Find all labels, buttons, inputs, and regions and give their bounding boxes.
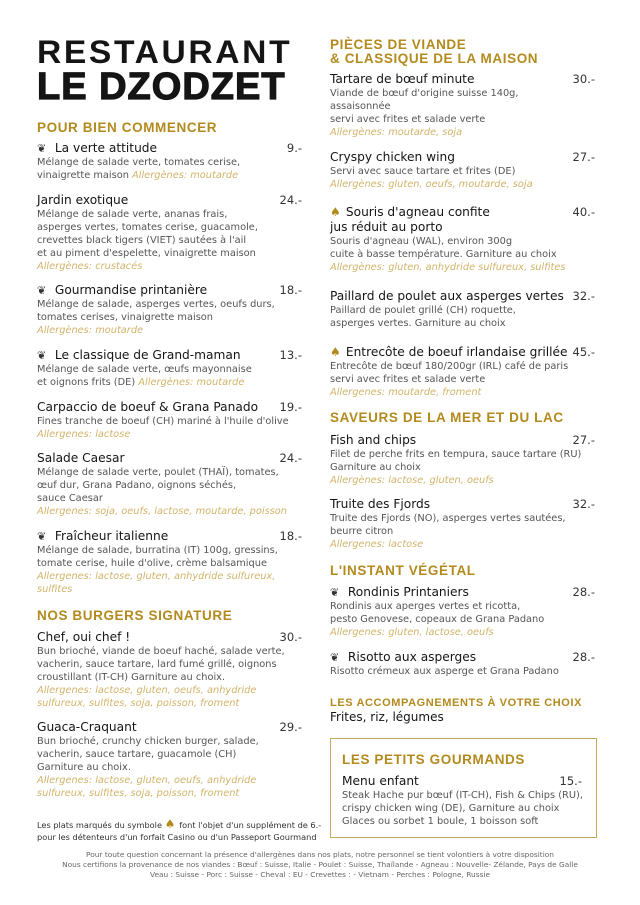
vegetarian-leaf-icon: ❦ <box>37 530 47 543</box>
item-description: Souris d'agneau (WAL), environ 300g <box>330 236 513 247</box>
item-title-row <box>330 585 595 600</box>
item-description: servi avec frites et salade verte <box>330 374 486 385</box>
item-allergens: Allergenes: gluten, lactose, oeufs <box>330 627 494 638</box>
footer-line: Veau : Suisse - Porc : Suisse - Cheval : EU - Crevettes : - Vietnam - Perches : Pologne, Russie <box>149 870 491 879</box>
vegetarian-leaf-icon: ❦ <box>37 142 47 155</box>
item-description: pesto Genovese, copeaux de Grana Padano <box>330 614 545 625</box>
item-price: 45.- <box>572 345 595 359</box>
item-name-text: Fish and chips <box>330 433 417 447</box>
menu-item <box>37 141 302 182</box>
item-description: Garniture au choix. <box>37 762 131 773</box>
restaurant-name: LE DZODZET <box>37 66 286 108</box>
section-meat-line1: PIÈCES DE VIANDE <box>330 37 467 52</box>
item-name <box>37 451 124 466</box>
item-description: asperges vertes. Garniture au choix <box>330 318 506 329</box>
item-title-row <box>37 720 302 735</box>
item-description: Glaces ou sorbet 1 boule, 1 boisson soft <box>342 816 539 827</box>
item-description: et oignons frits (DE) Allergènes: moutarde <box>37 377 245 388</box>
item-description: tomates cerises, vinaigrette maison <box>37 312 214 323</box>
note-text-before: Les plats marqués du symbole <box>37 820 162 830</box>
item-price: 32.- <box>572 289 595 303</box>
item-title-row <box>330 205 595 220</box>
item-description: Bun brioché, crunchy chicken burger, salade, <box>37 736 259 747</box>
item-description: Mélange de salade verte, poulet (THAÏ), tomates, <box>37 467 279 478</box>
item-title-row <box>37 630 302 645</box>
item-name-text: Rondinis Printaniers <box>344 585 469 599</box>
item-name <box>330 289 564 304</box>
item-name-text: Le classique de Grand-maman <box>51 348 241 362</box>
item-allergens: Allergènes: moutarde <box>128 170 239 181</box>
item-name-text: Guaca-Craquant <box>37 720 137 734</box>
item-name-text: Risotto aux asperges <box>344 650 477 664</box>
item-allergens: Allergenes: lactose <box>37 429 131 440</box>
item-allergens: Allergènes: crustacés <box>37 261 143 272</box>
item-description: Steak Hache pur bœuf (IT-CH), Fish & Chips (RU), <box>342 790 583 801</box>
section-kids: LES PETITS GOURMANDS <box>342 752 526 767</box>
section-meat-line2: & CLASSIQUE DE LA MAISON <box>330 51 539 66</box>
menu-item <box>37 720 302 800</box>
menu-item <box>37 451 302 518</box>
item-description: œuf dur, Grana Padano, oignons séchés, <box>37 480 237 491</box>
item-description: sauce Caesar <box>37 493 103 504</box>
item-description: Viande de bœuf d'origine suisse 140g, <box>330 88 519 99</box>
note-text-line2: pour les détenteurs d'un forfait Casino ou d'un Passeport Gourmand <box>37 832 317 842</box>
item-description: cuite à basse température. Garniture au choix <box>330 249 557 260</box>
item-title-row <box>37 141 302 156</box>
item-allergens: sulfureux, sulfites, soja, poisson, froment <box>37 698 240 709</box>
menu-item <box>330 433 595 487</box>
footer <box>0 850 640 880</box>
item-name-text: Tartare de bœuf minute <box>330 72 475 86</box>
item-price: 30.- <box>572 72 595 86</box>
item-description: Mélange de salade, asperges vertes, oeufs durs, <box>37 299 275 310</box>
item-name <box>37 193 128 208</box>
item-allergens: Allergenes: moutarde, froment <box>330 387 482 398</box>
item-description: tomate cerise, huile d'olive, crème balsamique <box>37 558 267 569</box>
menu-item <box>342 774 582 828</box>
section-meat <box>330 38 538 66</box>
item-title-row <box>37 193 302 208</box>
item-allergens: Allergènes: gluten, oeufs, moutarde, soja <box>330 179 533 190</box>
item-name <box>330 72 474 87</box>
item-price: 27.- <box>572 150 595 164</box>
item-description: Risotto crémeux aux asperge et Grana Padano <box>330 666 559 677</box>
item-name-text: Entrecôte de boeuf irlandaise grillée <box>342 345 568 359</box>
item-price: 27.- <box>572 433 595 447</box>
item-description: Garniture au choix <box>330 462 421 473</box>
menu-item <box>37 400 302 441</box>
item-name <box>342 774 419 789</box>
item-name-text: Jardin exotique <box>37 193 129 207</box>
item-price: 18.- <box>279 529 302 543</box>
item-allergens: Allergenes: lactose, gluten, oeufs, anhydride <box>37 775 257 786</box>
item-allergens: Allergenes: lactose, gluten, oeufs, anhydride <box>37 685 257 696</box>
item-allergens: sulfureux, sulfites, soja, poisson, froment <box>37 788 240 799</box>
item-allergens: Allergènes: lactose, gluten, oeufs <box>330 475 494 486</box>
menu-item <box>330 289 595 330</box>
item-description: Fines tranche de boeuf (CH) mariné à l'huile d'olive <box>37 416 289 427</box>
item-price: 28.- <box>572 650 595 664</box>
item-price: 24.- <box>279 451 302 465</box>
menu-item <box>330 585 595 639</box>
item-title-row <box>342 774 582 789</box>
menu-item <box>37 348 302 389</box>
item-description: Filet de perche frits en tempura, sauce tartare (RU) <box>330 449 582 460</box>
item-price: 15.- <box>559 774 582 788</box>
menu-item <box>37 529 302 596</box>
item-name-text: Carpaccio de boeuf & Grana Panado <box>37 400 259 414</box>
section-burgers: NOS BURGERS SIGNATURE <box>37 608 233 623</box>
item-description: vacherin, sauce tartare, lard fumé grillé, oignons <box>37 659 277 670</box>
section-vegetal: L'INSTANT VÉGÉTAL <box>330 563 476 578</box>
menu-item <box>330 650 595 678</box>
section-sea: SAVEURS DE LA MER ET DU LAC <box>330 410 564 425</box>
item-allergens: Allergenes: lactose <box>330 539 424 550</box>
item-name <box>330 497 430 512</box>
item-title-row <box>330 289 595 304</box>
menu-item <box>330 497 595 551</box>
item-title-row <box>37 529 302 544</box>
item-description: Paillard de poulet grillé (CH) roquette, <box>330 305 516 316</box>
item-name <box>37 630 130 645</box>
vegetarian-leaf-icon: ❦ <box>37 349 47 362</box>
item-name-text: Salade Caesar <box>37 451 125 465</box>
item-name <box>330 150 455 165</box>
item-name-text: Gourmandise printanière <box>51 283 208 297</box>
item-name <box>37 720 137 735</box>
item-description: beurre citron <box>330 526 394 537</box>
item-price: 24.- <box>279 193 302 207</box>
item-description: Servi avec sauce tartare et frites (DE) <box>330 166 516 177</box>
item-price: 29.- <box>279 720 302 734</box>
item-name <box>37 529 168 544</box>
item-price: 9.- <box>286 141 302 155</box>
section-sides: LES ACCOMPAGNEMENTS À VOTRE CHOIX <box>330 697 583 709</box>
item-price: 40.- <box>572 205 595 219</box>
item-description: crevettes black tigers (VIET) sautées à l'ail <box>37 235 247 246</box>
item-title-row <box>37 348 302 363</box>
footer-line: Pour toute question concernant la présence d'allergènes dans nos plats, notre personnel se tient volontiers à votre disposition <box>86 850 554 859</box>
item-description: Entrecôte de bœuf 180/200gr (IRL) café de paris <box>330 361 569 372</box>
item-name <box>37 141 157 156</box>
item-description: croustillant (IT-CH) Garniture au choix. <box>37 672 226 683</box>
supplement-note <box>37 818 321 843</box>
spade-icon: ♠ <box>164 817 176 831</box>
item-name-text: La verte attitude <box>51 141 158 155</box>
item-name <box>330 585 469 600</box>
item-price: 18.- <box>279 283 302 297</box>
menu-item <box>330 345 595 399</box>
menu-item <box>330 72 595 139</box>
item-title-row <box>37 451 302 466</box>
vegetarian-leaf-icon: ❦ <box>330 651 340 664</box>
item-title-row <box>37 283 302 298</box>
item-description: servi avec frites et salade verte <box>330 114 486 125</box>
item-allergens: sulfites <box>37 584 73 595</box>
item-allergens: Allergènes: gluten, anhydride sulfureux, sulfites <box>330 262 566 273</box>
item-description: Mélange de salade verte, tomates cerise, <box>37 157 241 168</box>
item-name-text: Menu enfant <box>342 774 419 788</box>
item-allergens: Allergènes: moutarde <box>135 377 245 388</box>
item-title-row <box>330 345 595 360</box>
restaurant-title: RESTAURANT <box>37 34 293 70</box>
item-price: 19.- <box>279 400 302 414</box>
supplement-spade-icon: ♠ <box>330 345 341 359</box>
item-name-text: Chef, oui chef ! <box>37 630 131 644</box>
vegetarian-leaf-icon: ❦ <box>330 586 340 599</box>
item-description: Rondinis aux aperges vertes et ricotta, <box>330 601 521 612</box>
item-price: 30.- <box>279 630 302 644</box>
footer-line: Nous certifions la provenance de nos viandes : Bœuf : Suisse, Italie - Poulet : Suisse, Thaïlande - Agneau : Nouvelle- Zélande, Pays de Galle <box>62 860 578 869</box>
item-description: et au piment d'espelette, vinaigrette maison <box>37 248 256 259</box>
menu-item <box>37 283 302 337</box>
item-allergens: Allergenes: soja, oeufs, lactose, moutarde, poisson <box>37 506 288 517</box>
item-name-text: Paillard de poulet aux asperges vertes <box>330 289 564 303</box>
item-name <box>330 205 490 220</box>
sides-text: Frites, riz, légumes <box>330 710 444 724</box>
item-name <box>37 283 207 298</box>
item-price: 13.- <box>279 348 302 362</box>
item-title-row <box>330 433 595 448</box>
item-description: Mélange de salade, burratina (IT) 100g, gressins, <box>37 545 278 556</box>
menu-item <box>330 150 595 191</box>
menu-item <box>37 630 302 710</box>
section-starters: POUR BIEN COMMENCER <box>37 120 218 135</box>
item-title-row <box>330 72 595 87</box>
item-name-text: Fraîcheur italienne <box>51 529 169 543</box>
item-name <box>330 650 476 665</box>
item-description: Truite des Fjords (NO), asperges vertes sautées, <box>330 513 566 524</box>
menu-item <box>330 205 595 274</box>
note-text-after: font l'objet d'un supplément de 6.- <box>179 820 322 830</box>
item-name <box>330 345 568 360</box>
item-description: crispy chicken wing (DE), Garniture au choix <box>342 803 560 814</box>
item-allergens: Allergenes: lactose, gluten, anhydride sulfureux, <box>37 571 276 582</box>
item-title-row <box>330 150 595 165</box>
item-name-line2: jus réduit au porto <box>330 220 443 234</box>
item-price: 32.- <box>572 497 595 511</box>
item-description: asperges vertes, tomates cerise, guacamole, <box>37 222 258 233</box>
item-title-row <box>330 497 595 512</box>
item-name <box>37 400 258 415</box>
item-name-text: Cryspy chicken wing <box>330 150 455 164</box>
item-name-text: Truite des Fjords <box>330 497 431 511</box>
item-description: assaisonnée <box>330 101 391 112</box>
item-name <box>37 348 241 363</box>
item-title-row <box>37 400 302 415</box>
item-allergens: Allergènes: moutarde, soja <box>330 127 463 138</box>
item-title-row <box>330 650 595 665</box>
item-description: Bun brioché, viande de boeuf haché, salade verte, <box>37 646 285 657</box>
item-price: 28.- <box>572 585 595 599</box>
item-description: vinaigrette maison Allergènes: moutarde <box>37 170 239 181</box>
item-description: vacherin, sauce tartare, guacamole (CH) <box>37 749 237 760</box>
item-description: Mélange de salade verte, ananas frais, <box>37 209 228 220</box>
item-name-text: Souris d'agneau confite <box>342 205 490 219</box>
vegetarian-leaf-icon: ❦ <box>37 284 47 297</box>
menu-item <box>37 193 302 273</box>
supplement-spade-icon: ♠ <box>330 205 341 219</box>
item-name <box>330 433 416 448</box>
item-description: Mélange de salade verte, œufs mayonnaise <box>37 364 252 375</box>
item-allergens: Allergènes: moutarde <box>37 325 144 336</box>
